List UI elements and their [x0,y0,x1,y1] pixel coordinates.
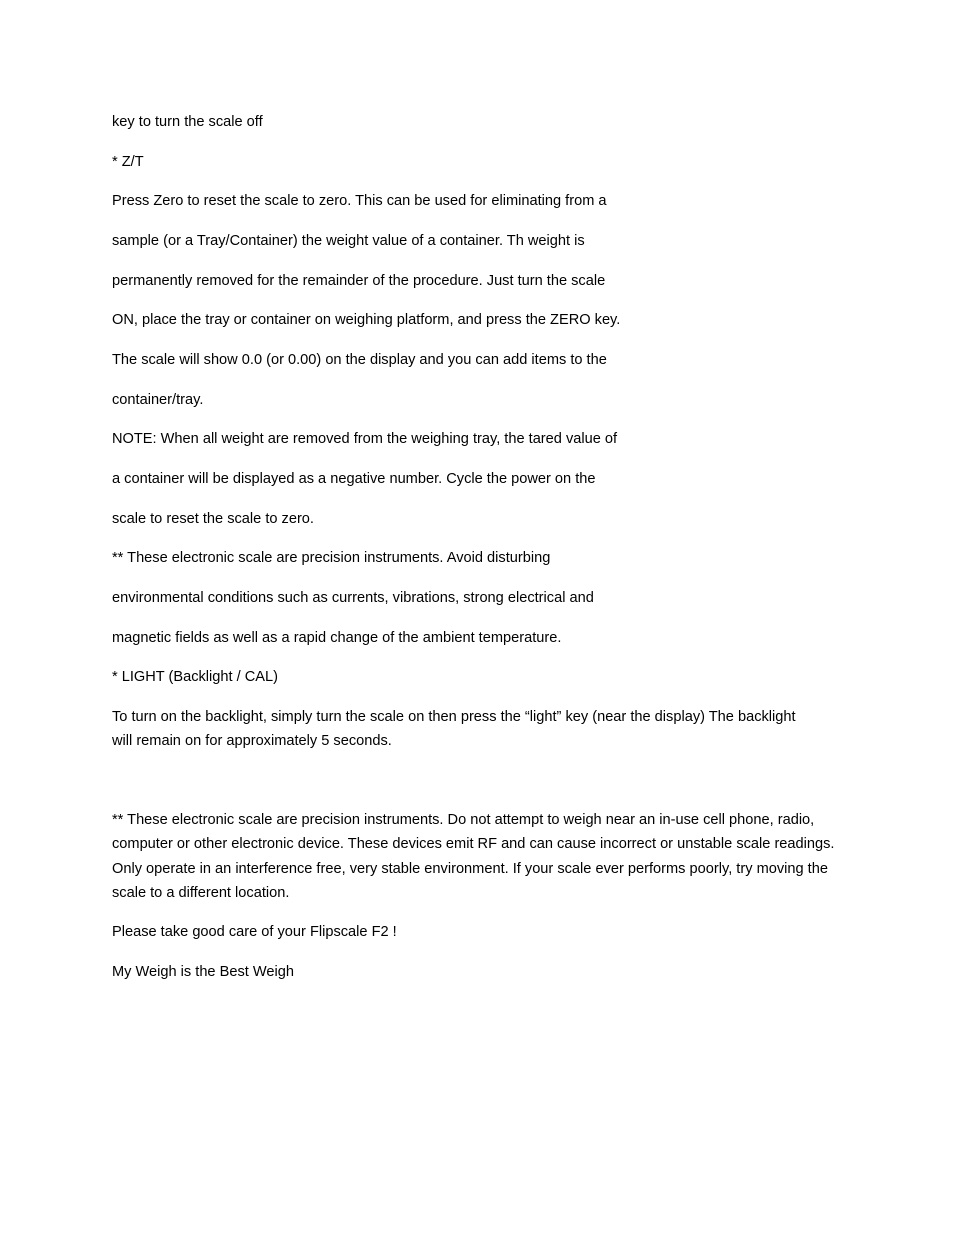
note-line: NOTE: When all weight are removed from the weighing tray, the tared value of [112,431,618,447]
warning-line: ** These electronic scale are precision instruments. Avoid disturbing [112,550,551,566]
text-line: sample (or a Tray/Container) the weight value of a container. Th weight is [112,233,585,249]
interference-paragraph: ** These electronic scale are precision instruments. Do not attempt to weigh near an in-use cell phone, radio, computer or other electronic device. These devices emit RF and can cause incorrect or unstable scale readings. Only operate in an interference free, very stable environment. If your scale ever performs poorly, try moving the scale to a different location. [112,812,835,901]
text-line: ON, place the tray or container on weighing platform, and press the ZERO key. [112,312,621,328]
slogan: My Weigh is the Best Weigh [112,964,294,980]
backlight-paragraph: To turn on the backlight, simply turn the scale on then press the “light” key (near the display) The backlight will remain on for approximately 5 seconds. [112,709,796,750]
text-line: permanently removed for the remainder of the procedure. Just turn the scale [112,273,606,289]
section-heading-zt: * Z/T [112,154,144,170]
section-heading-light: * LIGHT (Backlight / CAL) [112,669,278,685]
note-line: a container will be displayed as a negative number. Cycle the power on the [112,471,596,487]
warning-line: magnetic fields as well as a rapid change of the ambient temperature. [112,630,562,646]
text-line: container/tray. [112,392,204,408]
text-line: The scale will show 0.0 (or 0.00) on the display and you can add items to the [112,352,607,368]
care-note: Please take good care of your Flipscale F2 ! [112,924,397,940]
note-line: scale to reset the scale to zero. [112,511,314,527]
warning-line: environmental conditions such as currents, vibrations, strong electrical and [112,590,594,606]
text-line: Press Zero to reset the scale to zero. This can be used for eliminating from a [112,193,607,209]
text-line: key to turn the scale off [112,114,263,130]
